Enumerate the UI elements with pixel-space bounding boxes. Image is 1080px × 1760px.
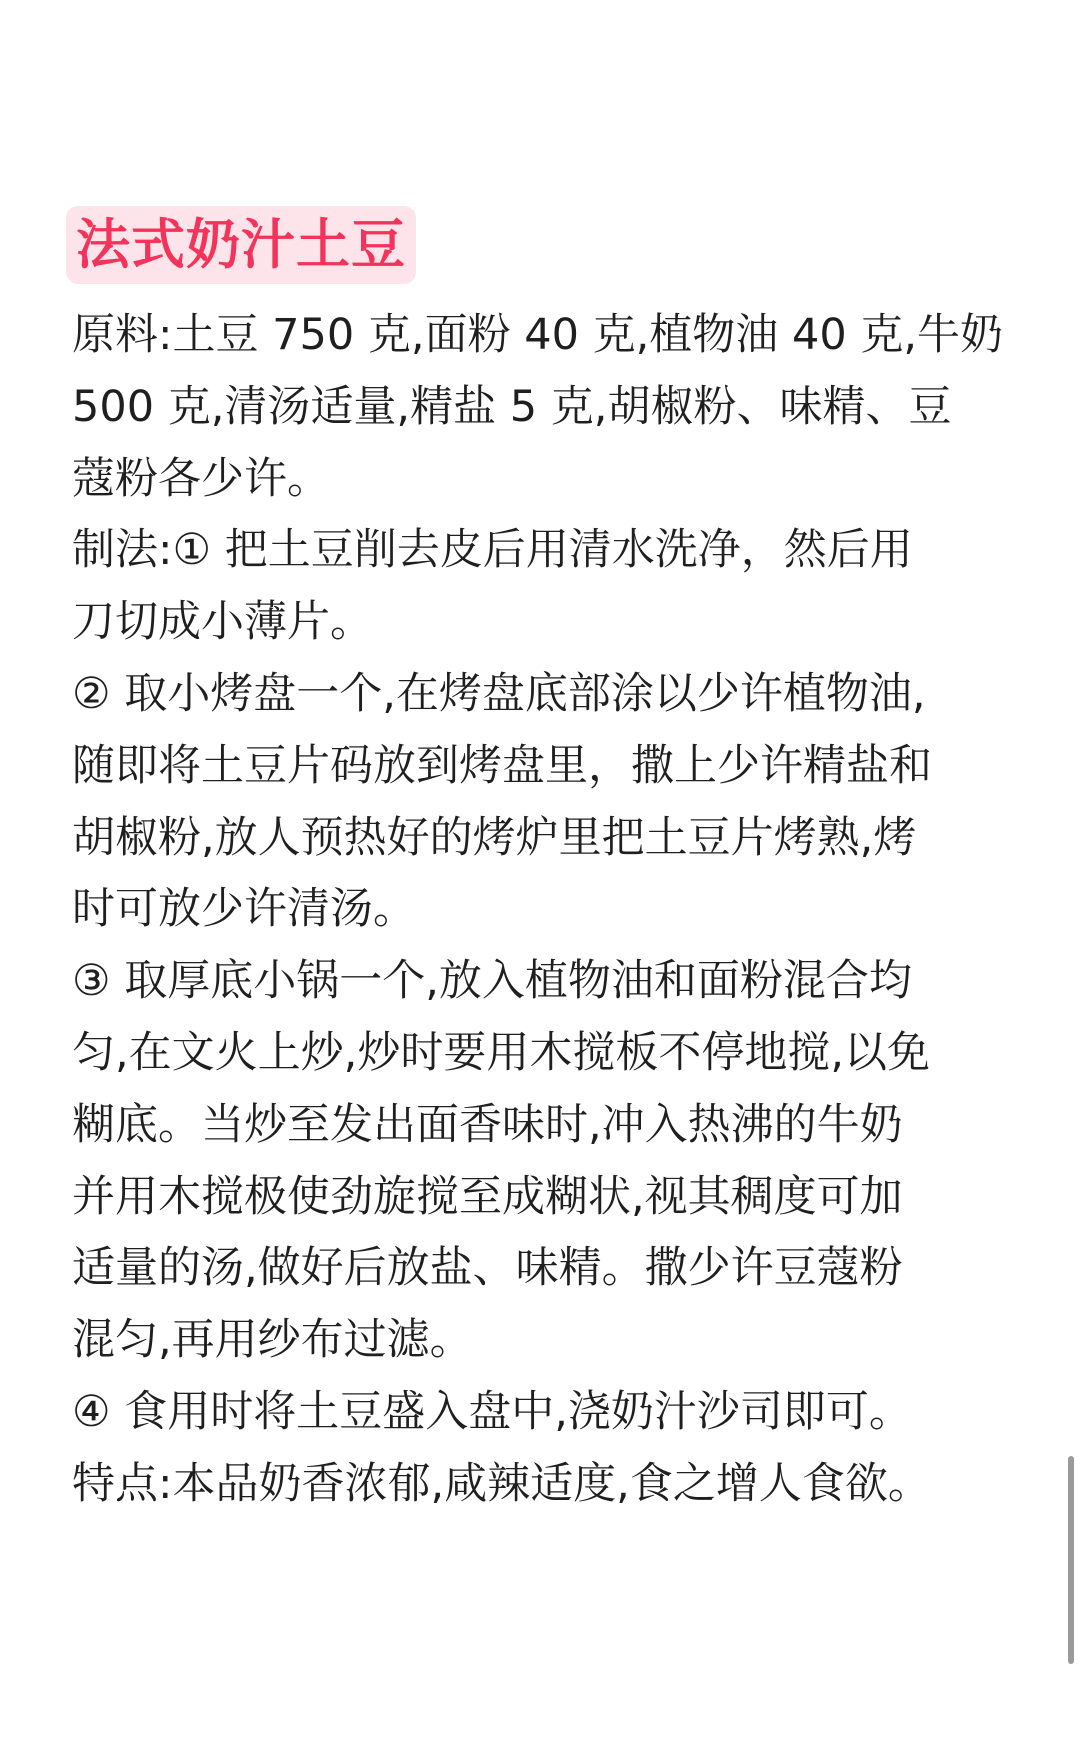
recipe-title: 法式奶汁土豆 bbox=[76, 213, 406, 276]
body-line: ④ 食用时将土豆盛入盘中,浇奶汁沙司即可。 bbox=[72, 1386, 912, 1437]
body-line: 蔻粉各少许。 bbox=[72, 453, 330, 504]
vertical-scrollbar[interactable] bbox=[1068, 1456, 1074, 1664]
body-line: 混匀,再用纱布过滤。 bbox=[72, 1315, 473, 1366]
body-line: 时可放少许清汤。 bbox=[72, 884, 416, 935]
body-line: 适量的汤,做好后放盐、味精。撒少许豆蔻粉 bbox=[72, 1243, 903, 1294]
title-highlight bbox=[66, 206, 416, 284]
body-line: ② 取小烤盘一个,在烤盘底部涂以少许植物油, bbox=[72, 668, 926, 719]
body-line: 匀,在文火上炒,炒时要用木搅板不停地搅,以免 bbox=[72, 1027, 931, 1078]
recipe-body bbox=[72, 300, 1032, 1521]
body-line: 制法:① 把土豆削去皮后用清水洗净，然后用 bbox=[72, 525, 913, 576]
body-line: 糊底。当炒至发出面香味时,冲入热沸的牛奶 bbox=[72, 1099, 903, 1150]
body-line: 500 克,清汤适量,精盐 5 克,胡椒粉、味精、豆 bbox=[72, 381, 952, 432]
body-line: 并用木搅极使劲旋搅至成糊状,视其稠度可加 bbox=[72, 1171, 903, 1222]
body-line: 刀切成小薄片。 bbox=[72, 597, 373, 648]
body-line: 随即将土豆片码放到烤盘里，撒上少许精盐和 bbox=[72, 740, 932, 791]
body-line: ③ 取厚底小锅一个,放入植物油和面粉混合均 bbox=[72, 956, 912, 1007]
body-line: 胡椒粉,放人预热好的烤炉里把土豆片烤熟,烤 bbox=[72, 812, 917, 863]
body-line: 特点:本品奶香浓郁,咸辣适度,食之增人食欲。 bbox=[72, 1458, 931, 1509]
body-line: 原料:土豆 750 克,面粉 40 克,植物油 40 克,牛奶 bbox=[72, 310, 1004, 360]
